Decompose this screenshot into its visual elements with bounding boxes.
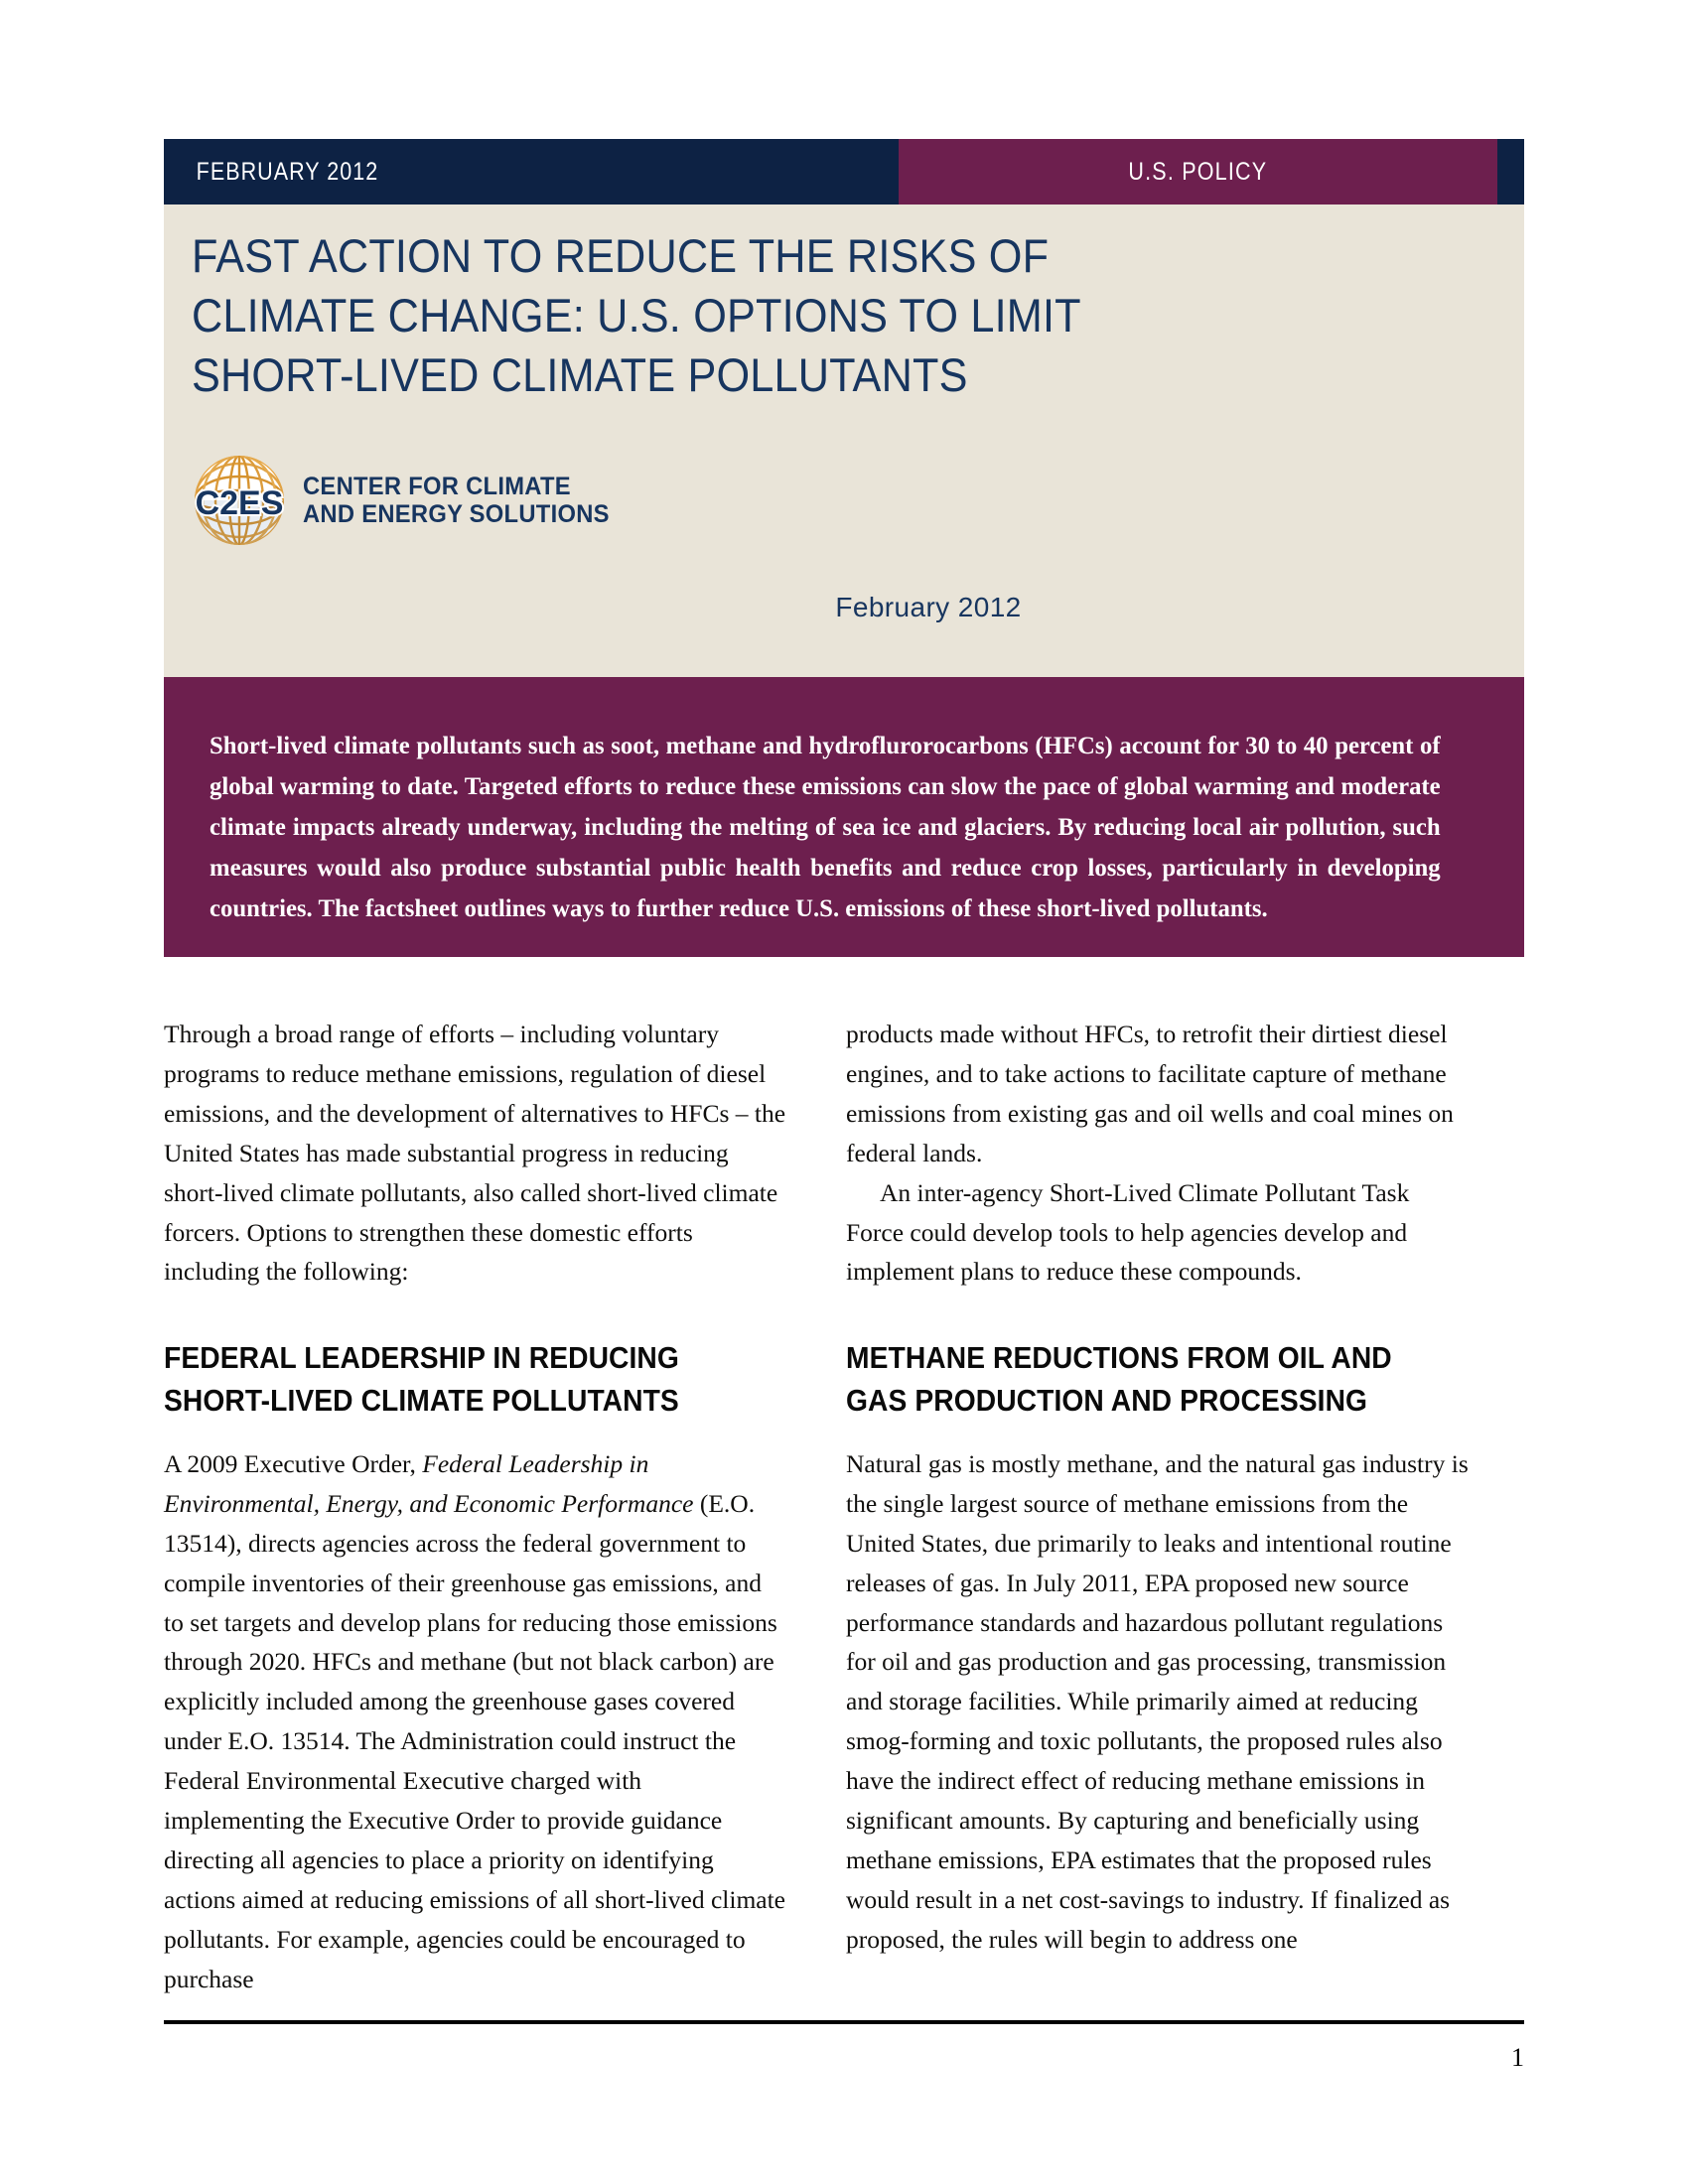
page-number: 1 [1511,2043,1524,2072]
left-intro-paragraph: Through a broad range of efforts – including voluntary programs to reduce methane emissions, regulation of diesel emissions, and the development of alternatives to HFCs – the United States has made substantial progress in reducing short-lived climate pollutants, also called short-lived climate forcers. Options to strengthen these domestic efforts including the following: [164,1020,786,1287]
abstract-text: Short-lived climate pollutants such as soot, methane and hydroflurorocarbons (HFCs) account for 30 to 40 percent of global warming to date. Targeted efforts to reduce these emissions can slow the pace of global warming and moderate climate impacts already underway, including the melting of sea ice and glaciers. By reducing local air pollution, such measures would also produce substantial public health benefits and reduce crop losses, particularly in developing countries. The factsheet outlines ways to further reduce U.S. emissions of these short-lived pollutants. [210,731,1441,923]
left-column [164,1015,787,1999]
right-section-heading-line-1: METHANE REDUCTIONS FROM OIL AND [846,1340,1392,1376]
left-section-heading-line-2: SHORT-LIVED CLIMATE POLLUTANTS [164,1383,679,1419]
title-panel [164,205,1524,677]
header-date-label: FEBRUARY 2012 [196,157,379,186]
left-section-paragraph [164,1444,787,1999]
publication-date: February 2012 [835,592,1022,622]
abstract-panel [164,677,1524,957]
c2es-wordmark-line-2: AND ENERGY SOLUTIONS [303,500,610,528]
document-header-bar [164,139,1524,205]
document-title-line-2: CLIMATE CHANGE: U.S. OPTIONS TO LIMIT [192,289,1081,342]
left-paragraph-tail: (E.O. 13514), directs agencies across the federal government to compile inventories of their greenhouse gas emissions, and to set targets and develop plans for reducing those emissions through 2020. HFCs and methane (but not black carbon) are explicitly included among the greenhouse gases covered under E.O. 13514. The Administration could instruct the Federal Environmental Executive charged with implementing the Executive Order to provide guidance directing all agencies to place a priority on identifying actions aimed at reducing emissions of all short-lived climate pollutants. For example, agencies could be encouraged to purchase [164,1488,785,1993]
footer-divider [164,2020,1524,2024]
c2es-logo [192,453,626,548]
left-paragraph-lead: A 2009 Executive Order, [164,1448,423,1478]
svg-text:C2ES: C2ES [195,484,284,522]
c2es-wordmark [303,473,610,528]
left-section-heading-line-1: FEDERAL LEADERSHIP IN REDUCING [164,1340,679,1376]
right-section-heading [846,1337,1413,1423]
header-category-band [899,139,1497,205]
executive-order-title: Federal Leadership in Environmental, Energy, and Economic Performance [164,1448,694,1518]
globe-icon [192,453,287,548]
right-continued-paragraph: products made without HFCs, to retrofit their dirtiest diesel engines, and to take actions to facilitate capture of methane emissions from existing gas and oil wells and coal mines on federal lands. [846,1020,1454,1167]
header-date-band [164,139,899,205]
document-title-line-3: SHORT-LIVED CLIMATE POLLUTANTS [192,348,968,402]
document-title-line-1: FAST ACTION TO REDUCE THE RISKS OF [192,229,1050,282]
right-section-heading-line-2: GAS PRODUCTION AND PROCESSING [846,1383,1368,1419]
document-title [192,226,1370,405]
c2es-wordmark-line-1: CENTER FOR CLIMATE [303,473,571,500]
right-section-paragraph: Natural gas is mostly methane, and the natural gas industry is the single largest source of methane emissions from the United States, due primarily to leaks and intentional routine releases of gas. In July 2011, EPA proposed new source performance standards and hazardous pollutant regulations for oil and gas production and gas processing, transmission and storage facilities. While primarily aimed at reducing smog-forming and toxic pollutants, the proposed rules also have the indirect effect of reducing methane emissions in significant amounts. By capturing and beneficially using methane emissions, EPA estimates that the proposed rules would result in a net cost-savings to industry. If finalized as proposed, the rules will begin to address one [846,1448,1469,1954]
header-category-label: U.S. POLICY [1128,157,1268,186]
header-end-cap [1497,139,1524,205]
right-column [846,1015,1470,1960]
right-task-force-paragraph: An inter-agency Short-Lived Climate Pollutant Task Force could develop tools to help agencies develop and implement plans to reduce these compounds. [846,1177,1410,1287]
left-section-heading [164,1337,731,1423]
